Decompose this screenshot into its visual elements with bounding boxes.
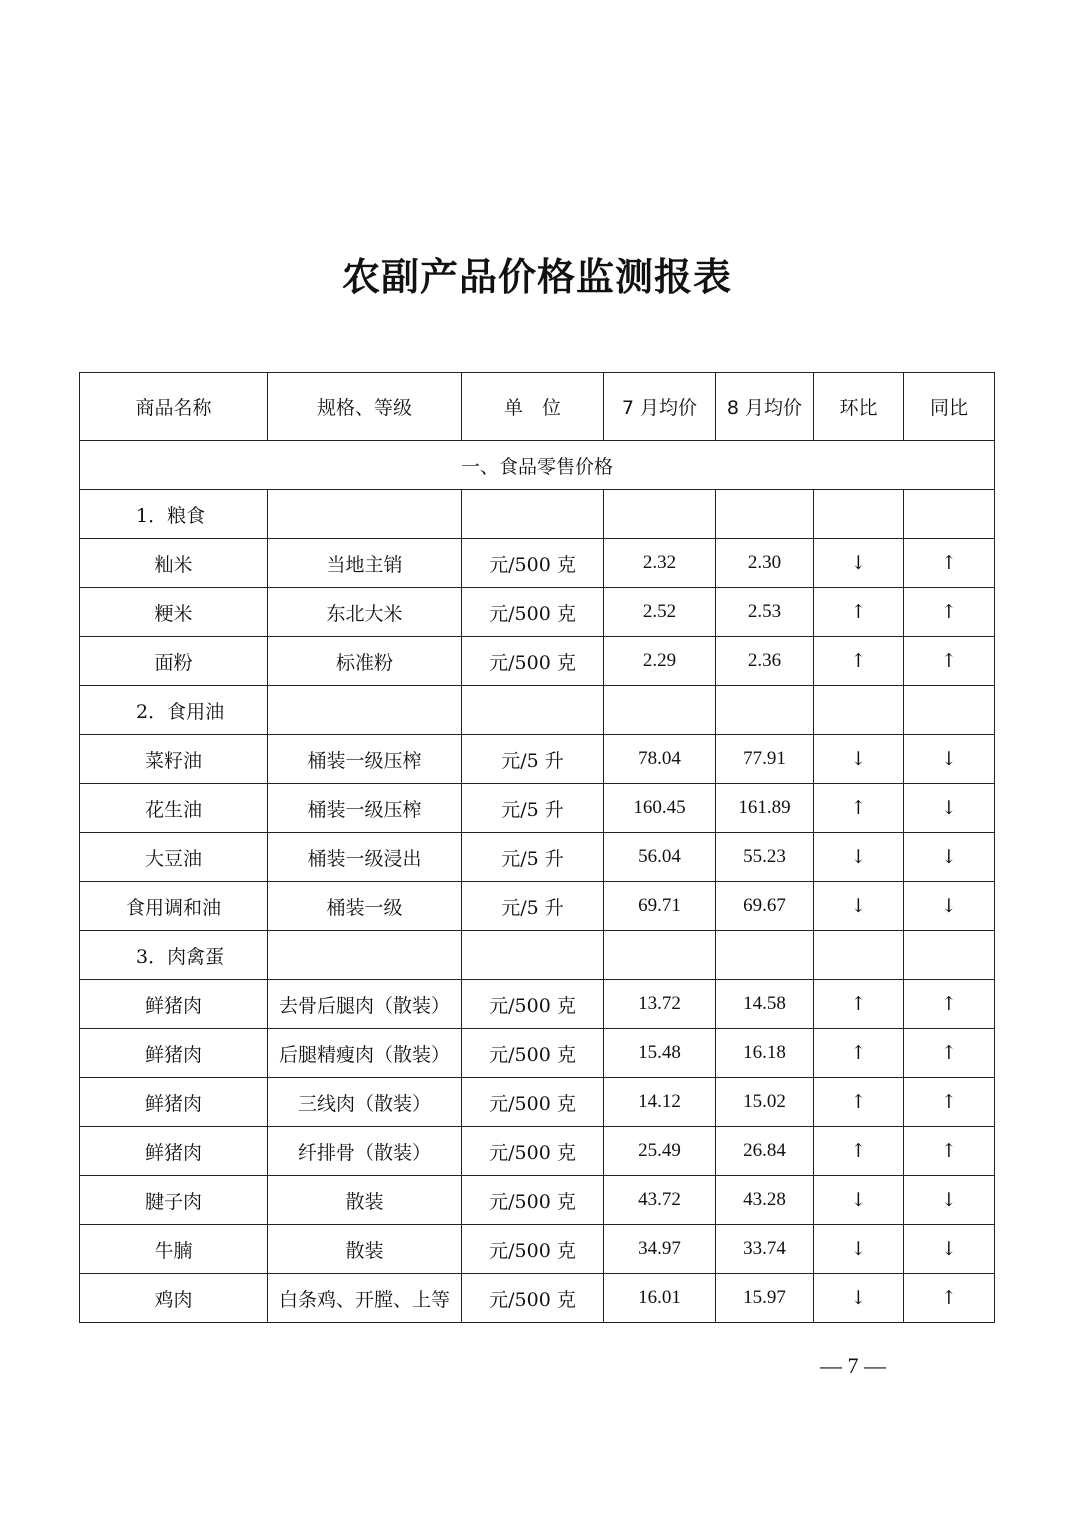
month-on-month-arrow: ↑: [814, 784, 904, 833]
product-name-cell: 食用调和油: [80, 882, 268, 931]
august-price-cell: 15.02: [716, 1078, 814, 1127]
month-on-month-arrow: ↓: [814, 1274, 904, 1323]
price-table: [79, 372, 995, 1323]
unit-cell: 元/5 升: [462, 833, 604, 882]
year-on-year-arrow: ↑: [904, 1274, 995, 1323]
header-august-price: 8 月均价: [716, 373, 814, 441]
unit-cell: 元/500 克: [462, 980, 604, 1029]
empty-cell: [604, 686, 716, 735]
spec-cell: 标准粉: [268, 637, 462, 686]
august-price-cell: 161.89: [716, 784, 814, 833]
july-price-cell: 13.72: [604, 980, 716, 1029]
product-name-cell: 腱子肉: [80, 1176, 268, 1225]
empty-cell: [462, 686, 604, 735]
empty-cell: [904, 931, 995, 980]
unit-cell: 元/500 克: [462, 1078, 604, 1127]
august-price-cell: 69.67: [716, 882, 814, 931]
year-on-year-arrow: ↓: [904, 833, 995, 882]
header-month-on-month: 环比: [814, 373, 904, 441]
table-row: [80, 1274, 995, 1323]
year-on-year-arrow: ↓: [904, 735, 995, 784]
table-row: [80, 637, 995, 686]
category-row: [80, 490, 995, 539]
year-on-year-arrow: ↓: [904, 882, 995, 931]
empty-cell: [716, 490, 814, 539]
year-on-year-arrow: ↓: [904, 1176, 995, 1225]
empty-cell: [814, 931, 904, 980]
spec-cell: 当地主销: [268, 539, 462, 588]
unit-cell: 元/500 克: [462, 588, 604, 637]
table-row: [80, 882, 995, 931]
july-price-cell: 78.04: [604, 735, 716, 784]
empty-cell: [904, 490, 995, 539]
table-row: [80, 784, 995, 833]
unit-cell: 元/500 克: [462, 1176, 604, 1225]
july-price-cell: 2.29: [604, 637, 716, 686]
report-title: 农副产品价格监测报表: [341, 254, 732, 299]
product-name-cell: 大豆油: [80, 833, 268, 882]
august-price-cell: 15.97: [716, 1274, 814, 1323]
product-name-cell: 菜籽油: [80, 735, 268, 784]
header-unit: 单 位: [462, 373, 604, 441]
august-price-cell: 2.36: [716, 637, 814, 686]
page-number: — 7 —: [820, 1353, 886, 1378]
table-row: [80, 1127, 995, 1176]
spec-cell: 桶装一级压榨: [268, 735, 462, 784]
unit-cell: 元/500 克: [462, 1127, 604, 1176]
section-title: 一、食品零售价格: [80, 441, 995, 490]
july-price-cell: 69.71: [604, 882, 716, 931]
product-name-cell: 花生油: [80, 784, 268, 833]
month-on-month-arrow: ↑: [814, 588, 904, 637]
spec-cell: 三线肉（散装）: [268, 1078, 462, 1127]
category-row: [80, 686, 995, 735]
month-on-month-arrow: ↑: [814, 1127, 904, 1176]
year-on-year-arrow: ↑: [904, 588, 995, 637]
empty-cell: [604, 931, 716, 980]
july-price-cell: 16.01: [604, 1274, 716, 1323]
year-on-year-arrow: ↑: [904, 1078, 995, 1127]
july-price-cell: 56.04: [604, 833, 716, 882]
table-row: [80, 539, 995, 588]
august-price-cell: 33.74: [716, 1225, 814, 1274]
product-name-cell: 鲜猪肉: [80, 1078, 268, 1127]
month-on-month-arrow: ↓: [814, 1225, 904, 1274]
empty-cell: [268, 931, 462, 980]
year-on-year-arrow: ↑: [904, 980, 995, 1029]
spec-cell: 东北大米: [268, 588, 462, 637]
august-price-cell: 43.28: [716, 1176, 814, 1225]
unit-cell: 元/5 升: [462, 784, 604, 833]
year-on-year-arrow: ↓: [904, 1225, 995, 1274]
empty-cell: [716, 686, 814, 735]
august-price-cell: 16.18: [716, 1029, 814, 1078]
month-on-month-arrow: ↑: [814, 1029, 904, 1078]
header-july-price: 7 月均价: [604, 373, 716, 441]
product-name-cell: 籼米: [80, 539, 268, 588]
table-row: [80, 735, 995, 784]
empty-cell: [462, 490, 604, 539]
month-on-month-arrow: ↑: [814, 637, 904, 686]
month-on-month-arrow: ↓: [814, 833, 904, 882]
product-name-cell: 粳米: [80, 588, 268, 637]
product-name-cell: 鸡肉: [80, 1274, 268, 1323]
product-name-cell: 鲜猪肉: [80, 980, 268, 1029]
table-row: [80, 588, 995, 637]
month-on-month-arrow: ↓: [814, 539, 904, 588]
unit-cell: 元/500 克: [462, 539, 604, 588]
year-on-year-arrow: ↓: [904, 784, 995, 833]
unit-cell: 元/500 克: [462, 1029, 604, 1078]
spec-cell: 桶装一级浸出: [268, 833, 462, 882]
july-price-cell: 2.52: [604, 588, 716, 637]
product-name-cell: 面粉: [80, 637, 268, 686]
empty-cell: [716, 931, 814, 980]
spec-cell: 桶装一级: [268, 882, 462, 931]
spec-cell: 白条鸡、开膛、上等: [268, 1274, 462, 1323]
august-price-cell: 2.30: [716, 539, 814, 588]
august-price-cell: 55.23: [716, 833, 814, 882]
empty-cell: [268, 686, 462, 735]
spec-cell: 桶装一级压榨: [268, 784, 462, 833]
month-on-month-arrow: ↓: [814, 882, 904, 931]
august-price-cell: 77.91: [716, 735, 814, 784]
spec-cell: 去骨后腿肉（散装）: [268, 980, 462, 1029]
table-row: [80, 1029, 995, 1078]
header-product-name: 商品名称: [80, 373, 268, 441]
unit-cell: 元/500 克: [462, 637, 604, 686]
category-name: 1．粮食: [80, 490, 268, 539]
unit-cell: 元/5 升: [462, 735, 604, 784]
year-on-year-arrow: ↑: [904, 1029, 995, 1078]
july-price-cell: 43.72: [604, 1176, 716, 1225]
month-on-month-arrow: ↑: [814, 980, 904, 1029]
table-row: [80, 980, 995, 1029]
spec-cell: 后腿精瘦肉（散装）: [268, 1029, 462, 1078]
spec-cell: 散装: [268, 1176, 462, 1225]
header-row: [80, 373, 995, 441]
spec-cell: 散装: [268, 1225, 462, 1274]
unit-cell: 元/500 克: [462, 1225, 604, 1274]
empty-cell: [268, 490, 462, 539]
empty-cell: [814, 686, 904, 735]
month-on-month-arrow: ↑: [814, 1078, 904, 1127]
unit-cell: 元/5 升: [462, 882, 604, 931]
year-on-year-arrow: ↑: [904, 1127, 995, 1176]
category-name: 2．食用油: [80, 686, 268, 735]
table-row: [80, 1078, 995, 1127]
july-price-cell: 2.32: [604, 539, 716, 588]
empty-cell: [462, 931, 604, 980]
month-on-month-arrow: ↓: [814, 735, 904, 784]
product-name-cell: 鲜猪肉: [80, 1127, 268, 1176]
month-on-month-arrow: ↓: [814, 1176, 904, 1225]
year-on-year-arrow: ↑: [904, 637, 995, 686]
section-row: [80, 441, 995, 490]
august-price-cell: 14.58: [716, 980, 814, 1029]
july-price-cell: 14.12: [604, 1078, 716, 1127]
table-row: [80, 833, 995, 882]
category-row: [80, 931, 995, 980]
july-price-cell: 15.48: [604, 1029, 716, 1078]
august-price-cell: 26.84: [716, 1127, 814, 1176]
august-price-cell: 2.53: [716, 588, 814, 637]
empty-cell: [904, 686, 995, 735]
product-name-cell: 牛腩: [80, 1225, 268, 1274]
category-name: 3．肉禽蛋: [80, 931, 268, 980]
empty-cell: [814, 490, 904, 539]
year-on-year-arrow: ↑: [904, 539, 995, 588]
unit-cell: 元/500 克: [462, 1274, 604, 1323]
table-row: [80, 1225, 995, 1274]
july-price-cell: 25.49: [604, 1127, 716, 1176]
july-price-cell: 34.97: [604, 1225, 716, 1274]
empty-cell: [604, 490, 716, 539]
july-price-cell: 160.45: [604, 784, 716, 833]
header-year-on-year: 同比: [904, 373, 995, 441]
product-name-cell: 鲜猪肉: [80, 1029, 268, 1078]
spec-cell: 纤排骨（散装）: [268, 1127, 462, 1176]
header-spec: 规格、等级: [268, 373, 462, 441]
table-row: [80, 1176, 995, 1225]
